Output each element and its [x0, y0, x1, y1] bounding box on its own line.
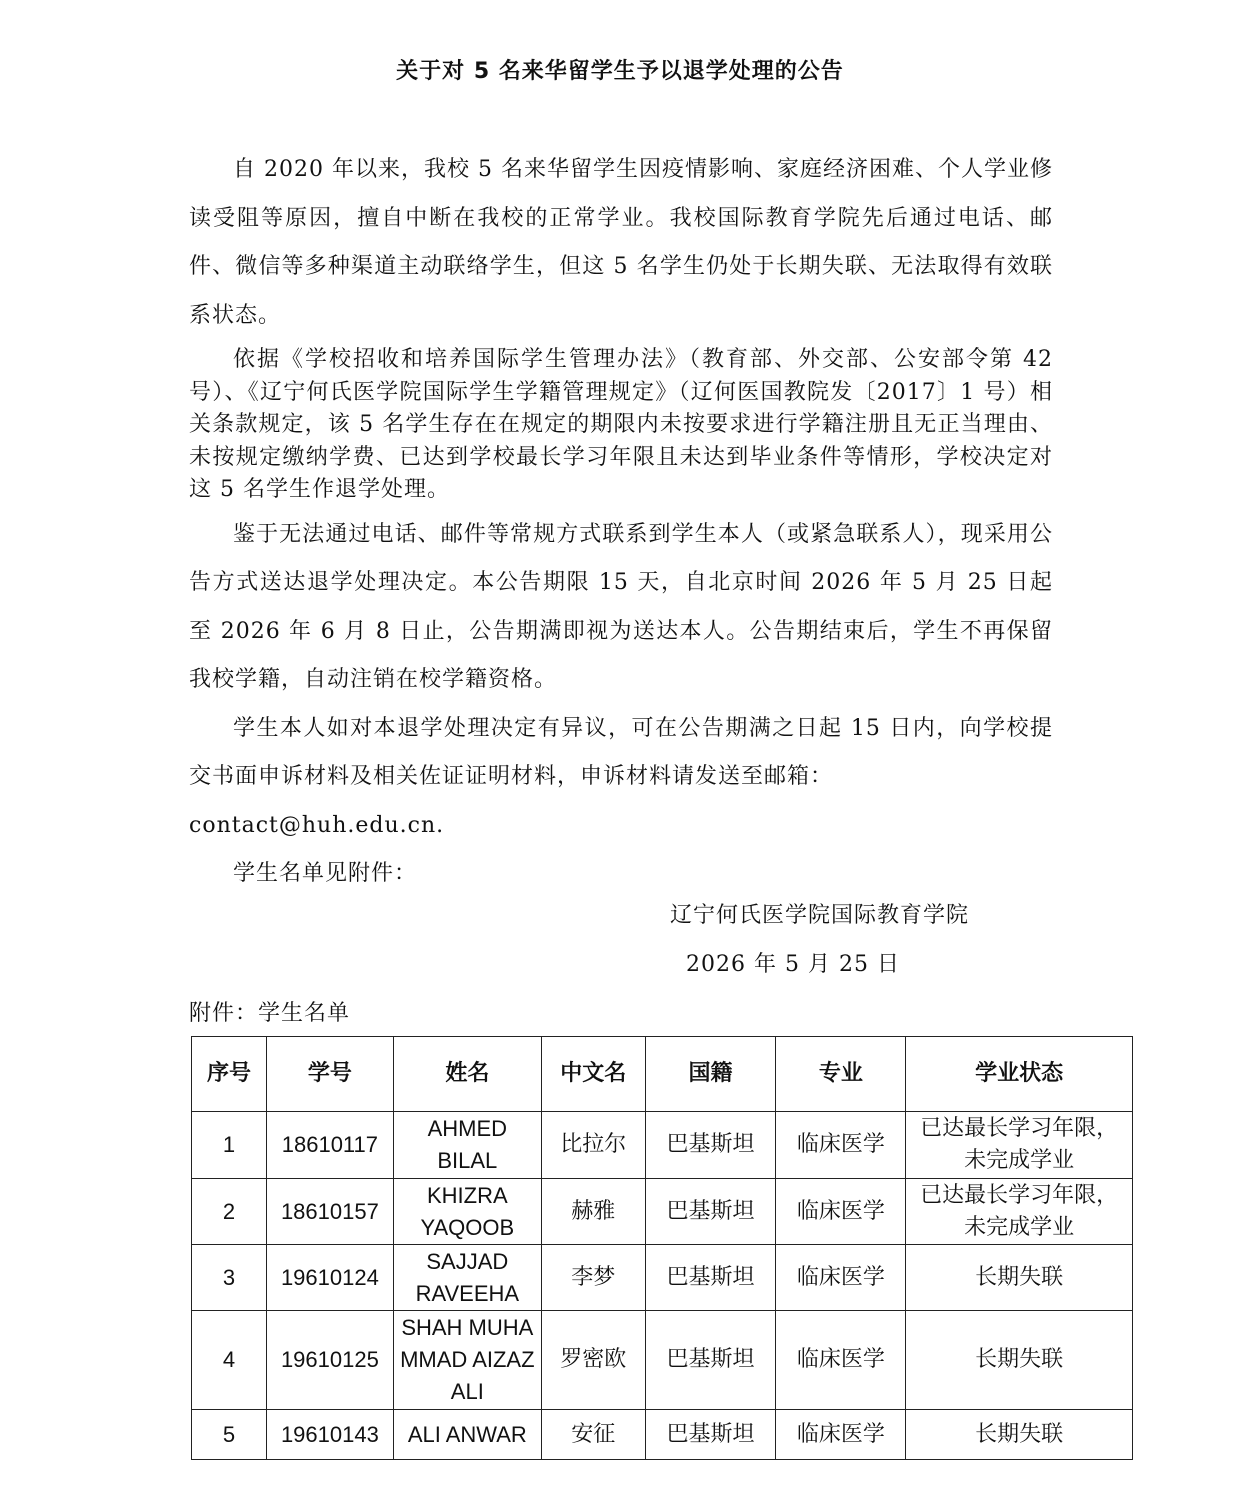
header-index: 序号: [192, 1037, 267, 1112]
cell-student-id: 18610117: [266, 1112, 393, 1179]
cell-name: ALI ANWAR: [393, 1410, 541, 1460]
header-nationality: 国籍: [645, 1037, 776, 1112]
cell-major: 临床医学: [776, 1179, 906, 1245]
cell-major: 临床医学: [776, 1245, 906, 1311]
cell-student-id: 19610125: [266, 1311, 393, 1410]
cell-status: 已达最长学习年限，未完成学业: [906, 1112, 1133, 1179]
cell-chinese-name: 李梦: [541, 1245, 645, 1311]
attachment-note: 学生名单见附件：: [233, 861, 418, 886]
cell-student-id: 19610124: [266, 1245, 393, 1311]
cell-index: 5: [192, 1410, 267, 1460]
table-row: [192, 1311, 1133, 1410]
table-header-row: [192, 1037, 1133, 1112]
cell-name: SHAH MUHAMMAD AIZAZ ALI: [393, 1311, 541, 1410]
cell-status: 已达最长学习年限，未完成学业: [906, 1179, 1133, 1245]
appeal-email[interactable]: contact@huh.edu.cn.: [189, 812, 445, 838]
cell-chinese-name: 比拉尔: [541, 1112, 645, 1179]
table-row: [192, 1112, 1133, 1179]
notice-title: 关于对 5 名来华留学生予以退学处理的公告: [396, 59, 844, 84]
student-table: [191, 1036, 1133, 1460]
cell-nationality: 巴基斯坦: [645, 1410, 776, 1460]
cell-name: AHMED BILAL: [393, 1112, 541, 1179]
cell-student-id: 18610157: [266, 1179, 393, 1245]
cell-major: 临床医学: [776, 1112, 906, 1179]
signature-org: 辽宁何氏医学院国际教育学院: [670, 903, 970, 928]
cell-status: 长期失联: [906, 1410, 1133, 1460]
cell-chinese-name: 罗密欧: [541, 1311, 645, 1410]
paragraph-delivery: 鉴于无法通过电话、邮件等常规方式联系到学生本人（或紧急联系人），现采用公告方式送达退学处理决定。本公告期限 15 天，自北京时间 2026 年 5 月 25 日起至 2026 年 6 月 8 日止，公告期满即视为送达本人。公告期结束后，学生不再保留我校学籍，自动注销在校学籍资格。: [189, 521, 1053, 692]
cell-status: 长期失联: [906, 1311, 1133, 1410]
cell-index: 2: [192, 1179, 267, 1245]
paragraph-appeal: 学生本人如对本退学处理决定有异议，可在公告期满之日起 15 日内，向学校提交书面申诉材料及相关佐证证明材料，申诉材料请发送至邮箱：: [189, 715, 1053, 789]
cell-name: SAJJAD RAVEEHA: [393, 1245, 541, 1311]
cell-chinese-name: 赫雅: [541, 1179, 645, 1245]
notice-body: [189, 146, 1053, 899]
header-chinese-name: 中文名: [541, 1037, 645, 1112]
header-student-id: 学号: [266, 1037, 393, 1112]
paragraph-background: 自 2020 年以来，我校 5 名来华留学生因疫情影响、家庭经济困难、个人学业修读受阻等原因，擅自中断在我校的正常学业。我校国际教育学院先后通过电话、邮件、微信等多种渠道主动联络学生，但这 5 名学生仍处于长期失联、无法取得有效联系状态。: [189, 157, 1053, 328]
header-major: 专业: [776, 1037, 906, 1112]
header-name: 姓名: [393, 1037, 541, 1112]
table-row: [192, 1179, 1133, 1245]
cell-student-id: 19610143: [266, 1410, 393, 1460]
cell-chinese-name: 安征: [541, 1410, 645, 1460]
signature-date: 2026 年 5 月 25 日: [686, 952, 900, 977]
cell-index: 4: [192, 1311, 267, 1410]
table-row: [192, 1410, 1133, 1460]
attachment-label: 附件：学生名单: [189, 1001, 351, 1026]
cell-nationality: 巴基斯坦: [645, 1245, 776, 1311]
cell-major: 临床医学: [776, 1311, 906, 1410]
cell-status: 长期失联: [906, 1245, 1133, 1311]
cell-nationality: 巴基斯坦: [645, 1112, 776, 1179]
cell-nationality: 巴基斯坦: [645, 1311, 776, 1410]
table-row: [192, 1245, 1133, 1311]
header-status: 学业状态: [906, 1037, 1133, 1112]
cell-index: 1: [192, 1112, 267, 1179]
cell-name: KHIZRA YAQOOB: [393, 1179, 541, 1245]
cell-major: 临床医学: [776, 1410, 906, 1460]
cell-index: 3: [192, 1245, 267, 1311]
paragraph-basis: 依据《学校招收和培养国际学生管理办法》（教育部、外交部、公安部令第 42 号）、《辽宁何氏医学院国际学生学籍管理规定》（辽何医国教院发〔2017〕1 号）相关条款规定，该 5 名学生存在在规定的期限内未按要求进行学籍注册且无正当理由、未按规定缴纳学费、已达到学校最长学习年限且未达到毕业条件等情形，学校决定对这 5 名学生作退学处理。: [189, 347, 1053, 502]
cell-nationality: 巴基斯坦: [645, 1179, 776, 1245]
